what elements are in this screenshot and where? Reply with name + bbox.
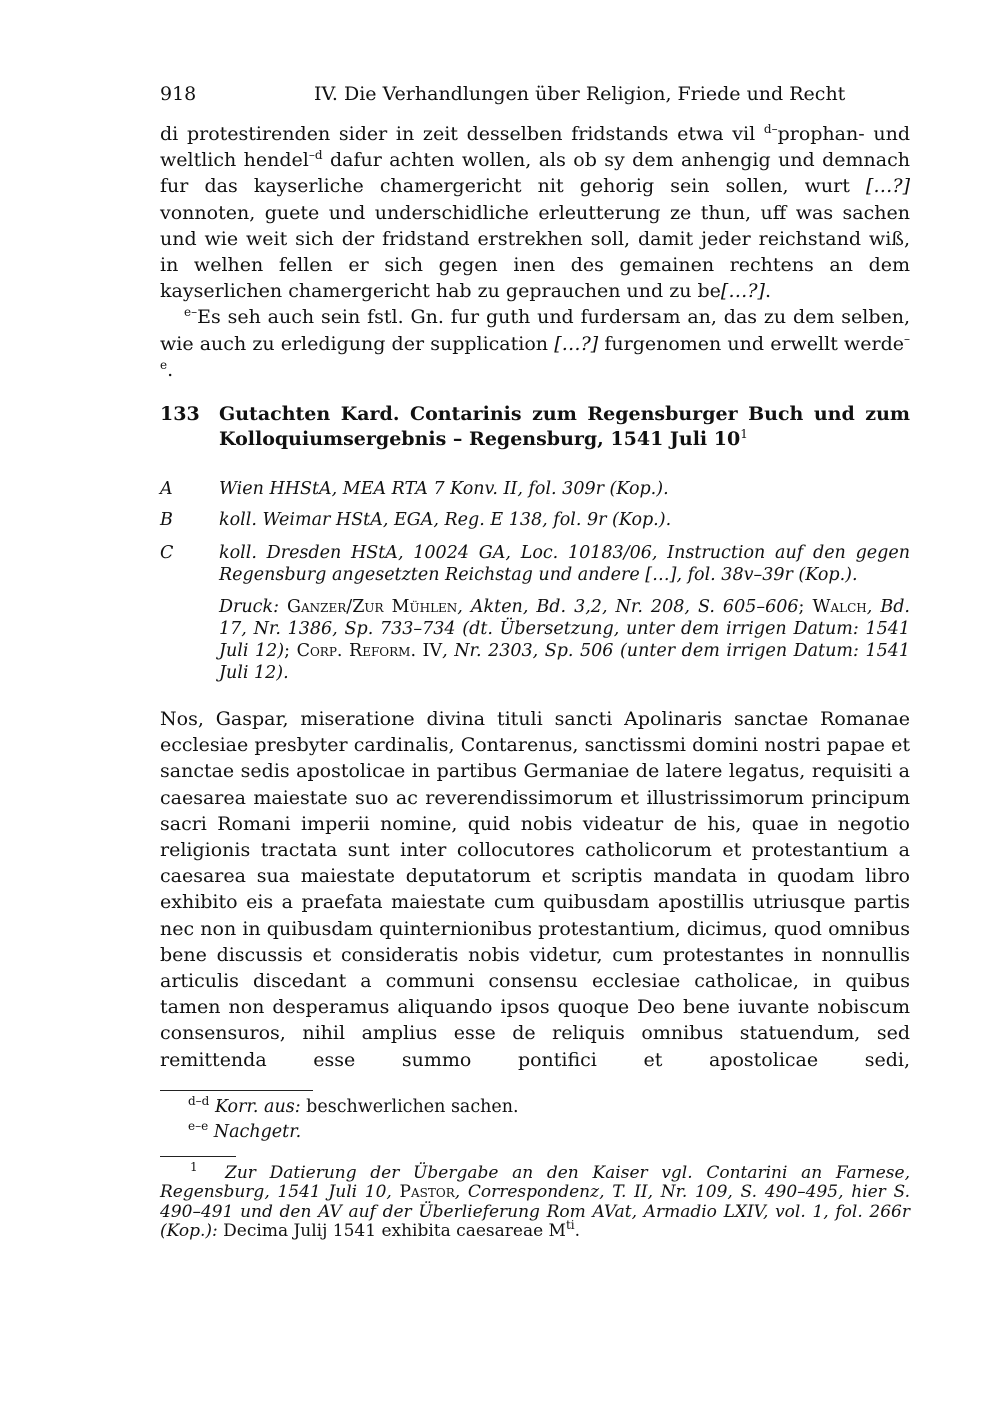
footnote-1: $^1$ Zur Datierung der Übergabe an den Kaiser vgl. Contarini an Farnese, Regensburg, 1541 Juli 10, Pastor, Correspondenz, T. II, Nr. 109, S. 490–495, hier S. 490–491 und den AV auf der Überlieferung Rom AVat, Armadio LXIV, vol. 1, fol. 266r (Kop.): Decima Julij 1541 exhibita caesareae $M^{ti}$.	[160, 1160, 911, 1241]
editorial-gap: […?]	[865, 175, 910, 198]
author-name: Pastor	[399, 1182, 455, 1203]
source-siglum: A	[160, 479, 173, 499]
footnote-rule	[160, 1090, 313, 1091]
author-name: Walch	[812, 597, 867, 617]
variant-mark: e–	[184, 305, 198, 320]
paragraph: $^{e-}$Es seh auch sein fstl. Gn. fur guth und furdersam an, das zu dem selben, wie auch zu erledigung der supplication […?] furgenomen und erwellt werde$^{-e}$.	[160, 305, 910, 381]
footnote-mark: 1	[190, 1160, 198, 1174]
variant-footnote: $^{d-d}$ Korr. aus: beschwerlichen sachen.	[188, 1094, 519, 1117]
body-text-latin	[160, 706, 910, 1073]
source-text: koll. Weimar HStA, EGA, Reg. E 138, fol. 9r (Kop.).	[219, 510, 672, 530]
footnote-rule	[160, 1156, 236, 1157]
variant-mark: d–	[763, 122, 778, 136]
footnote-mark: e–e	[188, 1119, 209, 1133]
paragraph: Nos, Gaspar, miseratione divina tituli sancti Apolinaris sanctae Romanae ecclesiae presbyter cardinalis, Contarenus, sanctissmi domini nostri papae et sanctae sedis apostolicae in partibus Germaniae de latere legatus, requisiti a caesarea maiestate suo ac reverendissimorum et illustrissimorum principum sacri Romani imperii nomine, quid nobis videatur de his, quae in negotio religionis tractata sunt inter collocutores catholicorum et protestantium a caesarea sua maiestate deputatorum et scriptis mandata in quodam libro exhibito eis a praefata maiestate cum quibusdam apostillis utriusque partis nec non in quibusdam quinternionibus protestantium, dicimus, quod omnibus bene discussis et consideratis nobis videtur, cum protestantes in nonnullis articulis discedant a communi consensu ecclesiae catholicae, in quibus tamen non desperamus aliquando ipsos quoque Deo bene iuvante nobiscum consensuros, nihil amplius esse de reliquis omnibus statuendum, sed remittenda esse summo pontifici et apostolicae sedi,	[160, 708, 910, 1071]
author-name: Ganzer/Zur Mühlen	[287, 597, 458, 617]
variant-mark: –e	[160, 331, 910, 372]
footnote-mark: d–d	[188, 1094, 210, 1108]
document-number: 133	[160, 403, 200, 425]
running-title: IV. Die Verhandlungen über Religion, Friede und Recht	[314, 83, 846, 105]
editorial-gap: […?]	[720, 280, 765, 303]
page-number: 918	[160, 83, 197, 105]
editorial-gap: […?]	[554, 332, 599, 355]
source-text: Wien HHStA, MEA RTA 7 Konv. II, fol. 309r (Kop.).	[219, 479, 669, 499]
footnote-ref: 1	[740, 427, 748, 441]
running-header	[160, 80, 910, 108]
source-siglum: C	[160, 543, 174, 563]
variant-footnote: $^{e-e}$ Nachgetr.	[188, 1119, 302, 1142]
source-text: koll. Dresden HStA, 10024 GA, Loc. 10183/06, Instruction auf den gegen Regensburg angesetzten Reichstag und andere […], fol. 38v–39r (Kop.).	[219, 543, 910, 585]
document-title: Gutachten Kard. Contarinis zum Regensburger Buch und zum Kolloquiumsergebnis – Regensburg, 1541 Juli $10^1$	[219, 403, 910, 450]
author-name: Corp. Reform. IV	[296, 641, 443, 661]
body-text-top	[160, 121, 910, 383]
source-siglum: B	[160, 510, 173, 530]
variant-mark: –d	[308, 148, 323, 163]
paragraph: di protestirenden sider in zeit desselben fridstands etwa vil $^{d-}$prophan- und weltlich hendel$^{-d}$ dafur achten wollen, als ob sy dem anhengig und demnach fur das kayserliche chamergericht nit gehorig sein sollen, wurt […?] vonnoten, guete und underschidliche erleutterung ze thun, uff was sachen und wie weit sich der fridstand erstrekhen soll, damit jeder reichstand wiß, in welhen fellen er sich gegen inen des gemainen rechtens an dem kayserlichen chamergericht hab zu geprauchen und zu be[…?].	[160, 122, 910, 303]
druck-text: Druck: Ganzer/Zur Mühlen, Akten, Bd. 3,2, Nr. 208, S. 605–606; Walch, Bd. 17, Nr. 1386, Sp. 733–734 (dt. Übersetzung, unter dem irrigen Datum: 1541 Juli 12); Corp. Reform. IV, Nr. 2303, Sp. 506 (unter dem irrigen Datum: 1541 Juli 12).	[219, 597, 910, 683]
